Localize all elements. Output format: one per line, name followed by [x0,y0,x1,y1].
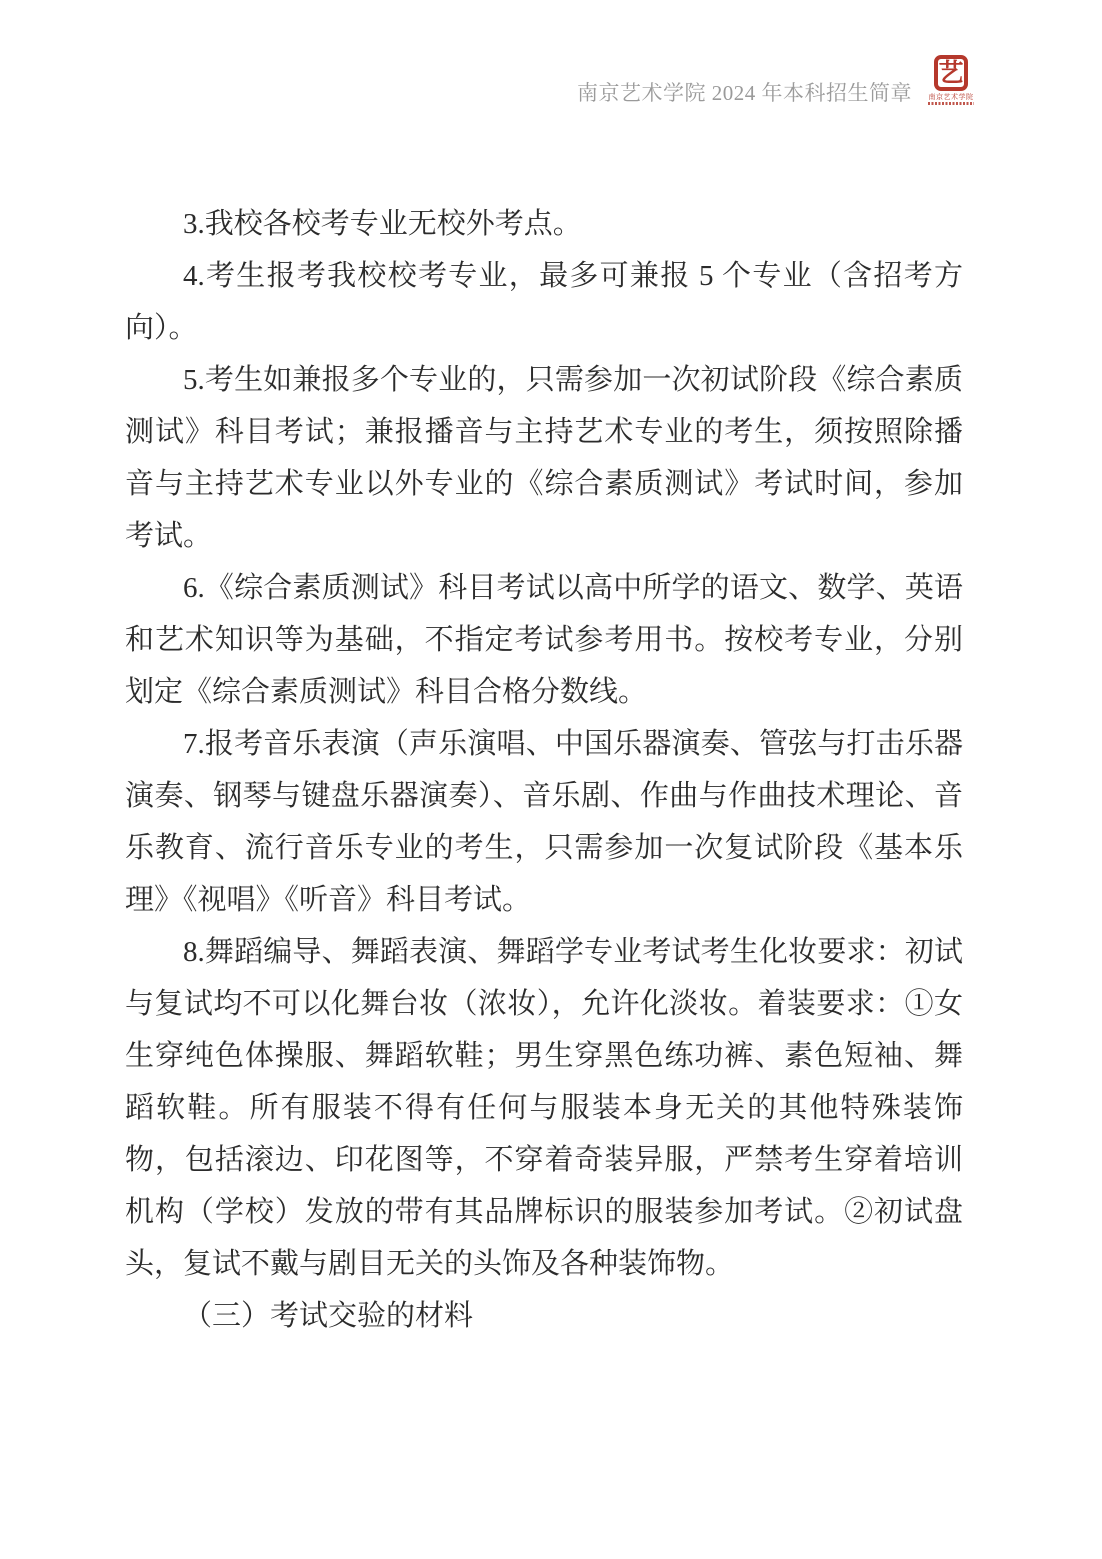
page-header [577,55,980,107]
header-title: 南京艺术学院 2024 年本科招生简章 [577,81,912,105]
body-paragraph: 4.考生报考我校校考专业，最多可兼报 5 个专业（含招考方向）。 [125,260,963,344]
seal-glyph: 艺 [938,58,964,87]
body-paragraph: 5.考生如兼报多个专业的，只需参加一次初试阶段《综合素质测试》科目考试；兼报播音与主持艺术专业的考生，须按照除播音与主持艺术专业以外专业的《综合素质测试》考试时间，参加考试。 [125,364,963,552]
seal-subline [928,102,974,105]
body-paragraph: 6.《综合素质测试》科目考试以高中所学的语文、数学、英语和艺术知识等为基础，不指定考试参考用书。按校考专业，分别划定《综合素质测试》科目合格分数线。 [125,572,963,708]
section-heading: （三）考试交验的材料 [183,1300,474,1332]
university-logo [922,55,980,105]
body-paragraph: 8.舞蹈编导、舞蹈表演、舞蹈学专业考试考生化妆要求：初试与复试均不可以化舞台妆（浓妆），允许化淡妆。着装要求：①女生穿纯色体操服、舞蹈软鞋；男生穿黑色练功裤、素色短袖、舞蹈软鞋。所有服装不得有任何与服装本身无关的其他特殊装饰物，包括滚边、印花图等，不穿着奇装异服，严禁考生穿着培训机构（学校）发放的带有其品牌标识的服装参加考试。②初试盘头，复试不戴与剧目无关的头饰及各种装饰物。 [125,936,963,1280]
body-paragraph: 7.报考音乐表演（声乐演唱、中国乐器演奏、管弦与打击乐器演奏、钢琴与键盘乐器演奏）、音乐剧、作曲与作曲技术理论、音乐教育、流行音乐专业的考生，只需参加一次复试阶段《基本乐理》《视唱》《听音》科目考试。 [125,728,963,916]
university-seal-icon [934,55,968,91]
paragraph-list [125,198,963,1290]
body-paragraph: 3.我校各校考专业无校外考点。 [183,208,582,240]
document-body [125,198,963,1342]
seal-caption: 南京艺术学院 [928,93,974,101]
